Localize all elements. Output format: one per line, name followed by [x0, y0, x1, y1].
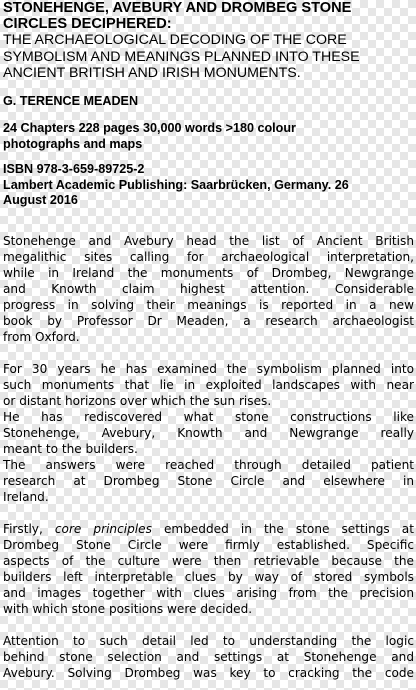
emphasis-core-principles: core principles [54, 522, 152, 536]
paragraph-2 [3, 361, 414, 409]
text-line: Drombeg Stone Circle were firmly established. Specific [3, 538, 414, 552]
stats-line-2: photographs and maps [3, 136, 143, 151]
text-line: and images together with clues arising from the precision [3, 586, 414, 600]
text-line: megalithic sites calling for archaeological interpretation, [3, 250, 414, 264]
text-line: Attention to such detail led to understanding the logic [3, 634, 414, 648]
text-line: aspects of the culture were then retrievable because the [3, 554, 414, 568]
text-line: The answers were reached through detailed patient [3, 458, 414, 472]
text-line: from Oxford. [3, 330, 80, 344]
title-line-2: CIRCLES DECIPHERED: [3, 16, 172, 32]
paragraph-6 [3, 633, 414, 681]
text-line: and Knowth claim highest attention. Considerable [3, 282, 414, 296]
text-fragment: Firstly, [3, 522, 43, 536]
text-line: For 30 years he has examined the symbolism planned into [3, 362, 414, 376]
isbn: ISBN 978-3-659-89725-2 [3, 162, 145, 176]
text-line: behind stone selection and settings at Stonehenge and [3, 650, 414, 664]
publisher-line-2: August 2016 [3, 193, 78, 207]
text-line: Ireland. [3, 490, 49, 504]
text-line: progress in solving their meanings is reported in a new [3, 298, 414, 312]
paragraph-1 [3, 233, 414, 345]
book-title [3, 0, 414, 32]
title-line-1: STONEHENGE, AVEBURY AND DROMBEG STONE [3, 0, 352, 16]
text-line: or distant horizons over which the sun rises. [3, 394, 272, 408]
text-line: such monuments that lie in exploited landscapes with near [3, 378, 414, 392]
text-line: builders left interpretable clues by way of stored symbols [3, 570, 414, 584]
text-line: He has rediscovered what stone constructions like [3, 410, 414, 424]
subtitle-line-2: SYMBOLISM AND MEANINGS PLANNED INTO THESE [3, 48, 360, 65]
subtitle-line-3: ANCIENT BRITISH AND IRISH MONUMENTS. [3, 65, 301, 81]
text-fragment: embedded in the stone settings at [163, 522, 414, 536]
text-line: Avebury. Solving Drombeg was key to cracking the code [3, 666, 414, 680]
stats-line-1: 24 Chapters 228 pages 30,000 words >180 colour [3, 121, 296, 135]
text-line: meant to the builders. [3, 442, 138, 456]
book-stats [3, 121, 414, 152]
paragraph-4 [3, 457, 414, 505]
publisher-line-1: Lambert Academic Publishing: Saarbrücken, Germany. 26 [3, 177, 349, 192]
publication-info [3, 162, 414, 209]
author-text: G. TERENCE MEADEN [3, 94, 139, 108]
book-subtitle [3, 32, 414, 82]
text-line: while in Ireland the monuments of Drombeg, Newgrange [3, 266, 414, 280]
paragraph-5 [3, 521, 414, 617]
paragraph-3 [3, 409, 414, 457]
text-line [3, 521, 414, 537]
text-line: research at Drombeg Stone Circle and elsewhere in [3, 474, 414, 488]
text-line: book by Professor Dr Meaden, a research archaeologist [3, 314, 414, 328]
text-line: with which stone positions were decided. [3, 602, 253, 616]
text-line: Stonehenge, Avebury, Knowth and Newgrange really [3, 426, 414, 440]
author-name [3, 94, 414, 110]
subtitle-line-1: THE ARCHAEOLOGICAL DECODING OF THE CORE [3, 32, 347, 48]
text-line: Stonehenge and Avebury head the list of Ancient British [3, 234, 414, 248]
